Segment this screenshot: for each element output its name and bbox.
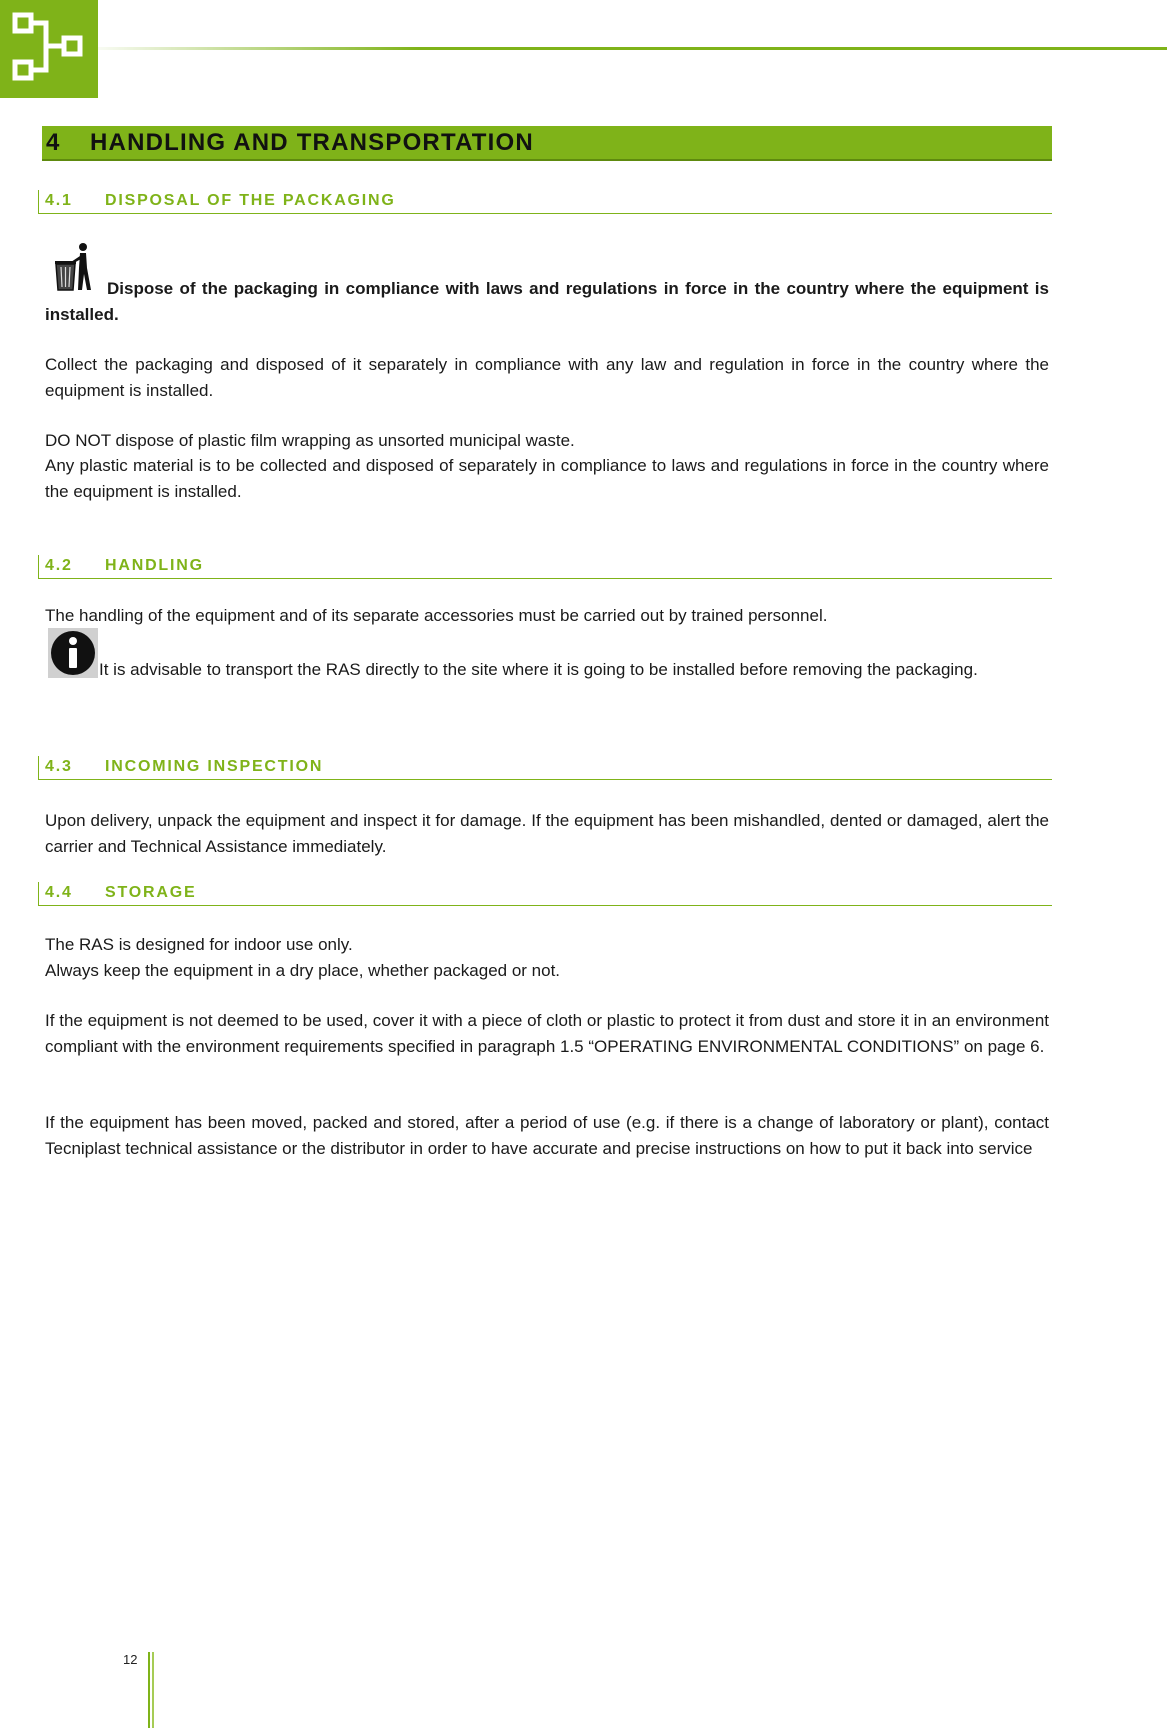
section-title: DISPOSAL OF THE PACKAGING [105, 192, 396, 209]
section-title: INCOMING INSPECTION [105, 758, 324, 775]
storage-paragraph-1: The RAS is designed for indoor use only. [45, 935, 353, 954]
section-heading-disposal [38, 190, 1052, 214]
flowchart-icon [0, 0, 98, 98]
chapter-heading [42, 126, 1052, 161]
storage-paragraph-2: Always keep the equipment in a dry place, whether packaged or not. [45, 961, 561, 980]
chapter-number: 4 [46, 128, 60, 156]
section-number: 4.3 [45, 758, 73, 775]
section-title: HANDLING [105, 557, 204, 574]
page-number: 12 [123, 1652, 138, 1667]
section-heading-handling [38, 555, 1052, 579]
handling-note: It is advisable to transport the RAS directly to the site where it is going to be installed before removing the packaging. [99, 660, 978, 679]
storage-paragraph-4: If the equipment has been moved, packed and stored, after a period of use (e.g. if there is a change of laboratory or plant), contact Tecniplast technical assistance or the distributor in order to have accurate and precise instructions on how to put it back into service [45, 1113, 1049, 1158]
section-number: 4.4 [45, 884, 73, 901]
handling-paragraph: The handling of the equipment and of its separate accessories must be carried out by trained personnel. [45, 606, 828, 625]
chapter-title: HANDLING AND TRANSPORTATION [90, 128, 534, 156]
disposal-warning: Dispose of the packaging in compliance with laws and regulations in force in the country where the equipment is installed. [45, 279, 1049, 324]
inspection-paragraph: Upon delivery, unpack the equipment and inspect it for damage. If the equipment has been mishandled, dented or damaged, alert the carrier and Technical Assistance immediately. [45, 811, 1049, 856]
storage-paragraph-3: If the equipment is not deemed to be used, cover it with a piece of cloth or plastic to protect it from dust and store it in an environment compliant with the environment requirements specified in paragraph 1.5 “OPERATING ENVIRONMENTAL CONDITIONS” on page 6. [45, 1011, 1049, 1056]
footer-rule [148, 1652, 150, 1728]
section-title: STORAGE [105, 884, 197, 901]
disposal-paragraph-3: Any plastic material is to be collected and disposed of separately in compliance to laws and regulations in force in the country where the equipment is installed. [45, 456, 1049, 501]
section-number: 4.2 [45, 557, 73, 574]
disposal-paragraph-2: DO NOT dispose of plastic film wrapping as unsorted municipal waste. [45, 431, 575, 450]
logo [0, 0, 98, 98]
header-rule [98, 47, 1167, 50]
disposal-paragraph-1: Collect the packaging and disposed of it separately in compliance with any law and regulation in force in the country where the equipment is installed. [45, 355, 1049, 400]
section-heading-incoming-inspection [38, 756, 1052, 780]
section-heading-storage [38, 882, 1052, 906]
footer-rule-secondary [152, 1652, 154, 1728]
section-number: 4.1 [45, 192, 73, 209]
